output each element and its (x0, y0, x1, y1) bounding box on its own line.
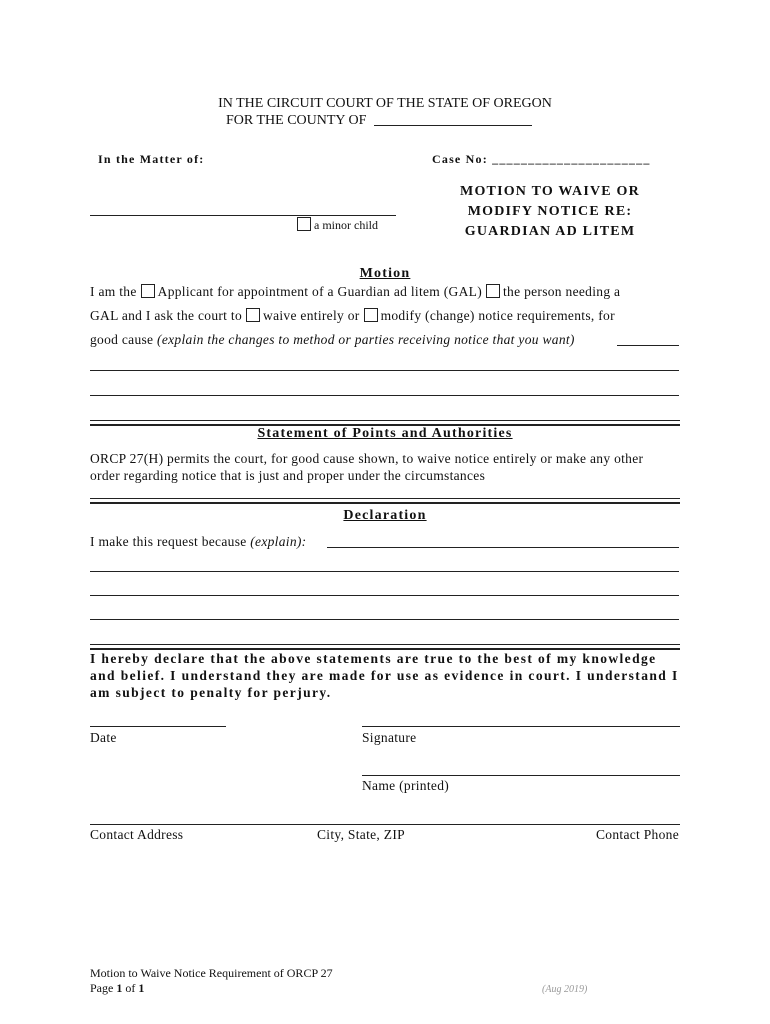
court-line-2: FOR THE COUNTY OF (226, 113, 367, 128)
motion-l3-b: (explain the changes to method or parties receiving notice that you want) (157, 332, 575, 347)
page-num: 1 (116, 981, 123, 995)
title-line-2: MODIFY NOTICE RE: (467, 204, 633, 219)
declaration-explain-line-3[interactable] (90, 619, 679, 620)
city-state-zip-label: City, State, ZIP (317, 827, 405, 842)
matter-name-line[interactable] (90, 215, 396, 216)
declaration-explain-line-0[interactable] (327, 547, 679, 548)
waive-entirely-checkbox[interactable] (246, 308, 260, 322)
points-line-2: order regarding notice that is just and proper under the circumstances (90, 468, 486, 483)
declaration-explain-line-1[interactable] (90, 571, 679, 572)
case-number-field[interactable]: Case No: ______________________ (432, 152, 651, 166)
motion-l1-a: I am the (90, 284, 137, 299)
contact-phone-label: Contact Phone (595, 827, 679, 842)
county-row (226, 113, 532, 129)
motion-l2-b: waive entirely or (263, 308, 360, 323)
motion-l2-c: modify (change) notice requirements, for (380, 308, 615, 323)
attestation-line-2: and belief. I understand they are made for use as evidence in court. I understand I (90, 668, 679, 683)
footer-page-number (90, 981, 333, 996)
document-title (420, 182, 680, 242)
footer-form-title: Motion to Waive Notice Requirement of ORCP 27 (90, 966, 333, 980)
minor-child-row (297, 217, 378, 233)
declaration-line (90, 534, 306, 550)
motion-explain-line-0[interactable] (617, 345, 679, 346)
points-line-1: ORCP 27(H) permits the court, for good cause shown, to waive notice entirely or make any other (90, 451, 644, 466)
page-total: 1 (138, 981, 145, 995)
contact-address-label: Contact Address (90, 827, 184, 842)
revision-date: (Aug 2019) (542, 984, 588, 995)
name-label: Name (printed) (362, 778, 450, 793)
signature-label: Signature (362, 730, 417, 745)
signature-line[interactable] (362, 726, 680, 727)
section-divider (90, 498, 680, 504)
title-line-1: MOTION TO WAIVE OR (460, 184, 640, 199)
motion-explain-line-2[interactable] (90, 395, 679, 396)
attestation-line-1: I hereby declare that the above statements are true to the best of my knowledge (90, 651, 657, 666)
attestation (90, 650, 679, 701)
motion-line-2 (90, 308, 615, 324)
page-of: of (125, 981, 136, 995)
motion-l1-b: Applicant for appointment of a Guardian ad litem (GAL) (157, 284, 482, 299)
court-line-1: IN THE CIRCUIT COURT OF THE STATE OF OREGON (218, 96, 552, 111)
person-needing-gal-checkbox[interactable] (486, 284, 500, 298)
motion-explain-line-1[interactable] (90, 370, 679, 371)
motion-l3-a: good cause (90, 332, 154, 347)
motion-l1-c: the person needing a (503, 284, 621, 299)
minor-child-checkbox[interactable] (297, 217, 311, 231)
motion-line-1 (90, 284, 620, 300)
county-field[interactable] (374, 113, 532, 126)
footer (90, 966, 333, 996)
declaration-explain-line-2[interactable] (90, 595, 679, 596)
points-heading: Statement of Points and Authorities (257, 426, 513, 441)
declaration-b: (explain): (250, 534, 307, 549)
modify-checkbox[interactable] (364, 308, 378, 322)
declaration-heading: Declaration (343, 508, 427, 523)
declaration-a: I make this request because (90, 534, 247, 549)
minor-child-label: a minor child (314, 218, 378, 232)
motion-l2-a: GAL and I ask the court to (90, 308, 243, 323)
matter-label: In the Matter of: (98, 152, 205, 166)
motion-line-3 (90, 332, 575, 348)
title-line-3: GUARDIAN AD LITEM (464, 224, 636, 239)
page-prefix: Page (90, 981, 114, 995)
attestation-line-3: am subject to penalty for perjury. (90, 685, 332, 700)
date-line[interactable] (90, 726, 226, 727)
contact-line[interactable] (90, 824, 680, 825)
name-line[interactable] (362, 775, 680, 776)
motion-heading: Motion (359, 266, 411, 281)
applicant-checkbox[interactable] (141, 284, 155, 298)
date-label: Date (90, 730, 117, 745)
